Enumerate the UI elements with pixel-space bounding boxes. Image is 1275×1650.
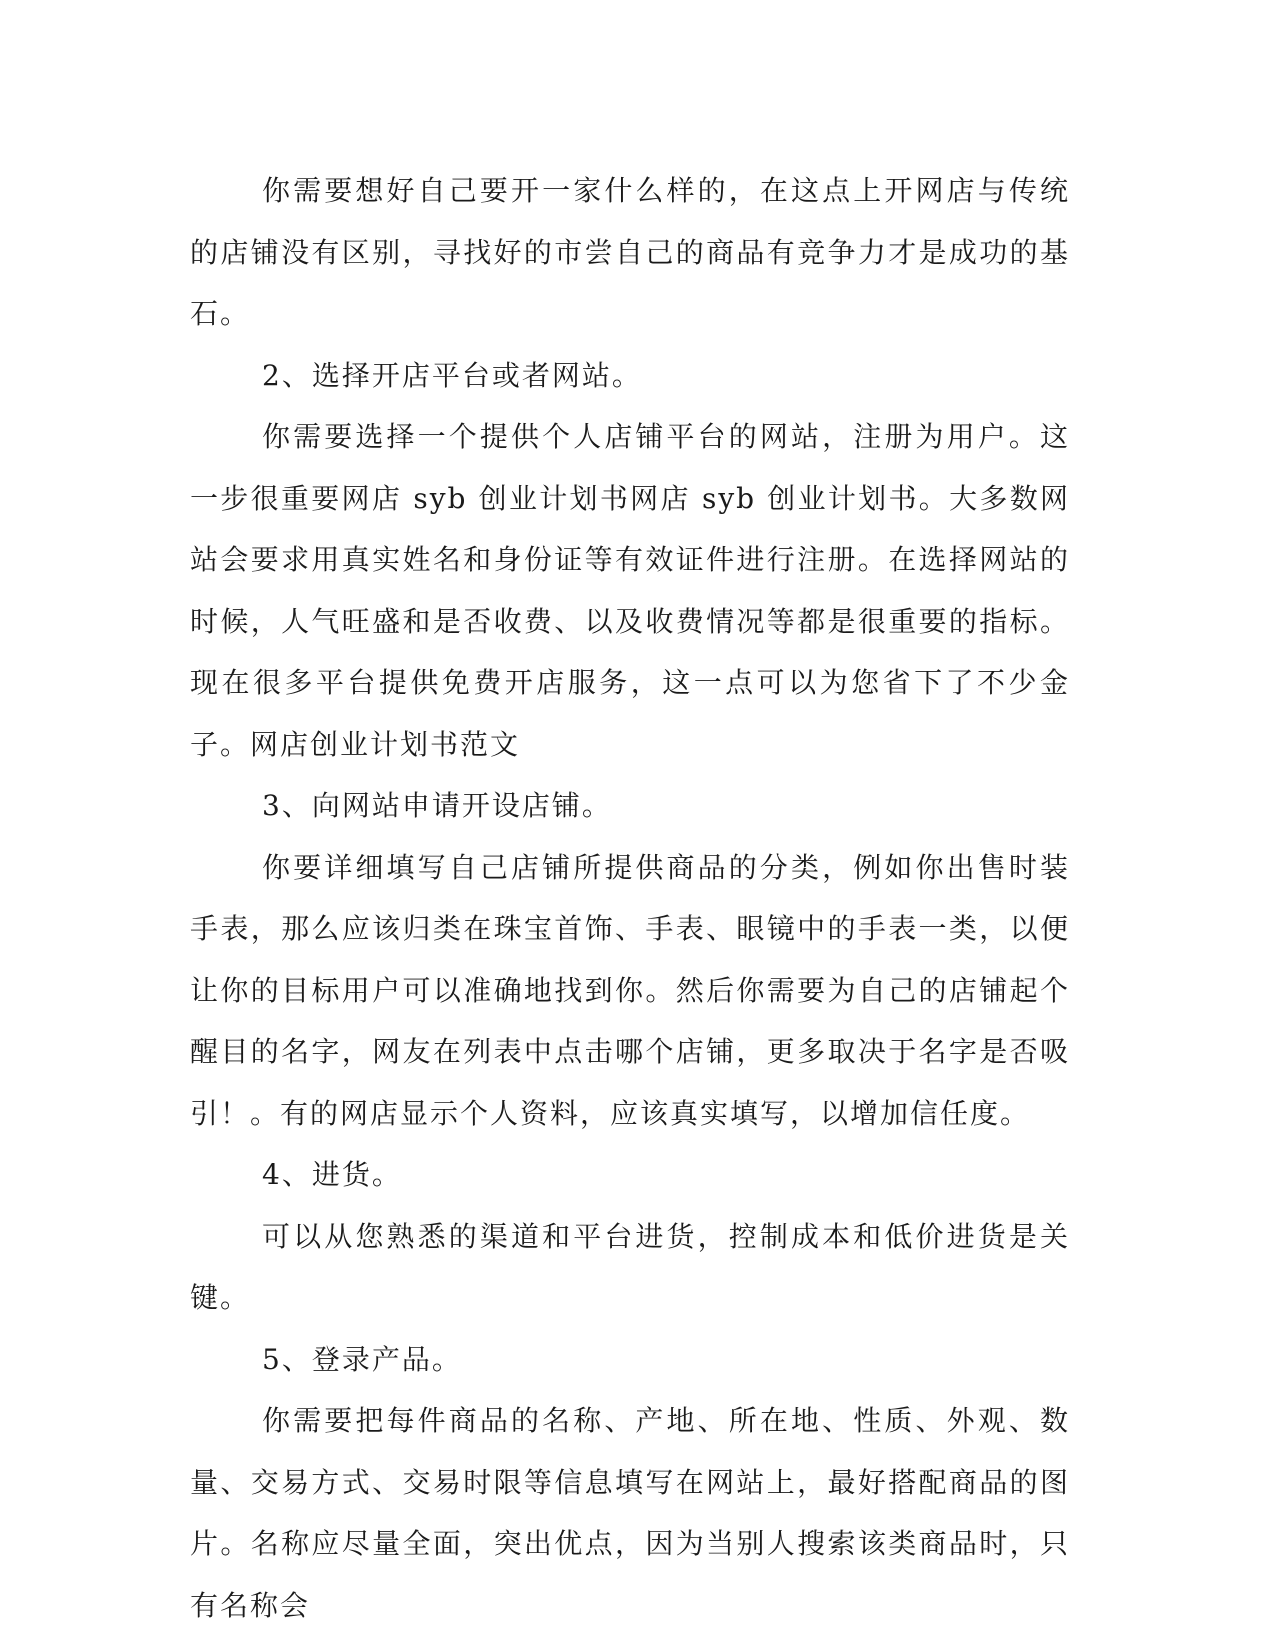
- heading-step-4: 4、进货。: [262, 1158, 402, 1191]
- paragraph-list-products: 你需要把每件商品的名称、产地、所在地、性质、外观、数量、交易方式、交易时限等信息填写在网站上，最好搭配商品的图片。名称应尽量全面，突出优点，因为当别人搜索该类商品时，只有名称会: [190, 1404, 1070, 1622]
- paragraph-apply-store: 你要详细填写自己店铺所提供商品的分类，例如你出售时装手表，那么应该归类在珠宝首饰、手表、眼镜中的手表一类，以便让你的目标用户可以准确地找到你。然后你需要为自己的店铺起个醒目的名字，网友在列表中点击哪个店铺，更多取决于名字是否吸引！。有的网店显示个人资料，应该真实填写，以增加信任度。: [190, 850, 1070, 1130]
- paragraph-store-idea: 你需要想好自己要开一家什么样的，在这点上开网店与传统的店铺没有区别，寻找好的市尝自己的商品有竞争力才是成功的基石。: [190, 174, 1070, 330]
- paragraph-stock-goods: 可以从您熟悉的渠道和平台进货，控制成本和低价进货是关键。: [190, 1219, 1070, 1314]
- heading-step-3: 3、向网站申请开设店铺。: [262, 789, 612, 822]
- document-body: [190, 160, 1070, 1636]
- heading-step-5: 5、登录产品。: [262, 1342, 462, 1376]
- paragraph-choose-platform: 你需要选择一个提供个人店铺平台的网站，注册为用户。这一步很重要网店 syb 创业计划书网店 syb 创业计划书。大多数网站会要求用真实姓名和身份证等有效证件进行注册。在选择网站的时候，人气旺盛和是否收费、以及收费情况等都是很重要的指标。现在很多平台提供免费开店服务，这一点可以为您省下了不少金子。网店创业计划书范文: [190, 420, 1070, 761]
- heading-step-2: 2、选择开店平台或者网站。: [262, 358, 642, 392]
